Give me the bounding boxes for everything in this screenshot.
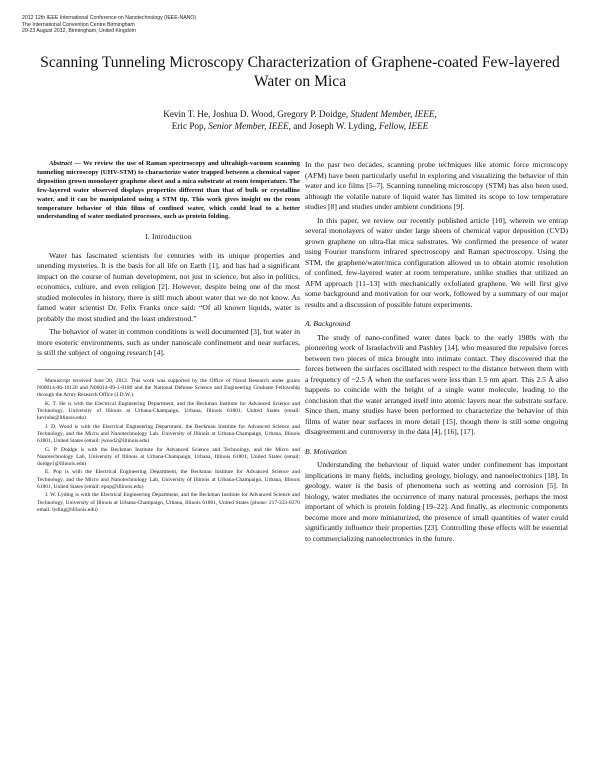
footnote-divider <box>37 369 300 370</box>
subsection-heading-background: A. Background <box>305 319 351 328</box>
author-names-2c: and Joseph W. Lyding, <box>290 121 379 131</box>
author-block <box>40 108 560 132</box>
footnote-he: K. T. He is with the Electrical Engineering Department, and the Beckman Institute for Advanced Science and Technology, University of Illinois at Urbana-Champaign, Urbana, Illinois 61801, United States (email: kevinhe@illinois.edu) <box>37 400 300 422</box>
header-line-3: 20-23 August 2012, Birmingham, United Kingdom <box>22 28 136 34</box>
right-column <box>305 160 568 547</box>
section-heading-intro: I. Introduction <box>145 232 192 242</box>
conference-header <box>22 15 196 35</box>
footnote-doidge: G. P. Doidge is with the Beckman Institute for Advanced Science and Technology, and the Micro and Nanotechnology Lab, University of Illinois at Urbana-Champaign, Urbana, Illinois 61801, United States (email: doidge1@illinois.edu) <box>37 446 300 468</box>
paper-title: Scanning Tunneling Microscopy Characterization of Graphene-coated Few-layered Water on Mica <box>40 54 560 90</box>
footnote-pop: E. Pop is with the Electrical Engineering Department, the Beckman Institute for Advanced Science and Technology, and the Micro and Nanotechnology Lab, University of Illinois at Urbana-Champaign, Urbana, Illinois 61801, United States (email: epop@illinois.edu) <box>37 469 300 490</box>
intro-paragraph-3: In the past two decades, scanning probe techniques like atomic force microscopy (AFM) have been particularly useful in exploring and visualizing the behavior of thin water and ice films [5–7]. Scanning tunneling microscopy (STM) has also been used, although the volatile nature of liquid water has limited its scope to low temperature studies [8] and studies under ambient conditions [9]. <box>305 160 568 211</box>
author-line-2 <box>40 120 560 132</box>
author-affil-2d: Fellow, IEEE <box>378 121 429 131</box>
author-affil-2b: Senior Member, IEEE, <box>208 121 291 131</box>
footnote-manuscript: Manuscript received June 20, 2012. This work was supported by the Office of Naval Research under grants N00014-06-10120 and N00014-09-1-0180 and the National Defense Science and Engineering Graduate Fellowship through the Army Research Office (J.D.W.). <box>37 377 300 399</box>
author-line-1 <box>40 108 560 120</box>
intro-paragraph-4: In this paper, we review our recently published article [10], wherein we entrap several monolayers of water under large sheets of chemical vapor deposition (CVD) grown graphene on ultra-flat mica substrates. We confirmed the presence of water using Fourier transform infrared spectroscopy and Raman spectroscopy. Using the STM, the graphene/water/mica configuration allowed us to obtain atomic resolution of confined, few-layered water at room temperature, unlike studies that utilized an AFM approach [11–13] with mechanically exfoliated graphene. We will first give some background and motivation for our work, followed by a summary of our major results and a discussion of possible future experiments. <box>305 215 568 309</box>
header-line-1: 2012 12th IEEE International Conference on Nanotechnology (IEEE-NANO) <box>22 15 197 21</box>
header-line-2: The International Convention Centre Birmingham <box>22 21 135 28</box>
footnote-wood: J. D. Wood is with the Electrical Engineering Department, the Beckman Institute for Advanced Science and Technology, and the Micro and Nanotechnology Lab, University of Illinois at Urbana-Champaign, Urbana, Illinois 61801, United States (email: jwood2@illinois.edu) <box>37 423 300 445</box>
background-paragraph-1: The study of nano-confined water dates back to the early 1980s with the pioneering work of Israelachvili and Pashley [14], who measured the repulsive forces between two pieces of mica brought into intimate contact. They discovered that the forces between the surfaces oscillated with respect to the distance between them with a frequency of ~2.5 Å when the surfaces were less than 1.5 nm apart. This 2.5 Å also happens to coincide with the height of a single water molecule, leading to the conclusion that the water arranged itself into atomic layers near the substrate surface. Since then, many studies have been performed to characterize the behavior of thin films of water near surfaces in more detail [15], though there is still some ongoing disagreement and controversy in the data [4], [16], [17]. <box>305 332 568 436</box>
abstract-text: — We review the use of Raman spectroscopy and ultrahigh-vacuum scanning tunneling microscopy (UHV-STM) to characterize water trapped between a chemical vapor deposition grown monolayer graphene sheet and a mica substrate at room temperature. The few-layered water observed displays properties different than that of bulk or crystalline water, and it can be manipulated using a STM tip. This work gives insight on the room temperature behavior of thin films of confined water, which could lead to a better understanding of water mediated processes, such as protein folding. <box>37 160 300 221</box>
author-affil-1: Student Member, IEEE, <box>350 109 437 119</box>
left-column <box>37 160 300 515</box>
author-names-1: Kevin T. He, Joshua D. Wood, Gregory P. Doidge, <box>163 109 351 119</box>
footnotes <box>37 378 300 514</box>
footnote-lyding: J. W. Lyding is with the Electrical Engineering Department, and the Beckman Institute for Advanced Science and Technology, University of Illinois at Urbana-Champaign, Urbana, Illinois 61801, United States (phone: 217-333-8370 email: lyding@illinois.edu) <box>37 492 300 513</box>
motivation-paragraph-1: Understanding the behaviour of liquid water under confinement has important implications in many fields, including geology, biology, and nanoelectronics [18]. In geology, water is the basis of phenomena such as wetting and corrosion [5]. In biology, water mediates the occurrence of many natural processes, perhaps the most important of which is protein folding [19–22]. And finally, as electronic components become more and more miniaturized, the presence of small quantities of water could significantly influence their properties [23]. Controlling these effects will be essential to commercializing nanoelectronics in the future. <box>305 460 568 543</box>
abstract <box>37 160 300 222</box>
subsection-heading-motivation: B. Motivation <box>305 446 347 456</box>
intro-paragraph-2: The behavior of water in common conditions is well documented [3], but water in more esoteric environments, such as under nanoscale confinement and near surfaces, is still the subject of ongoing research [4]. <box>37 327 300 358</box>
abstract-lead: Abstract <box>49 160 73 167</box>
author-names-2a: Eric Pop, <box>171 121 209 131</box>
intro-paragraph-1: Water has fascinated scientists for centuries with its unique properties and unending mysteries. It is the basis for all life on Earth [1], and has had a significant impact on the course of human development, not just in science, but also in politics, economics, culture, and even religion [2]. However, despite being one of the most studied molecules in history, there is still much about water that we do not know. As famed water scientist Dr. Felix Franks once said: “Of all known liquids, water is probably the most studied and the least understood.” <box>37 250 300 323</box>
